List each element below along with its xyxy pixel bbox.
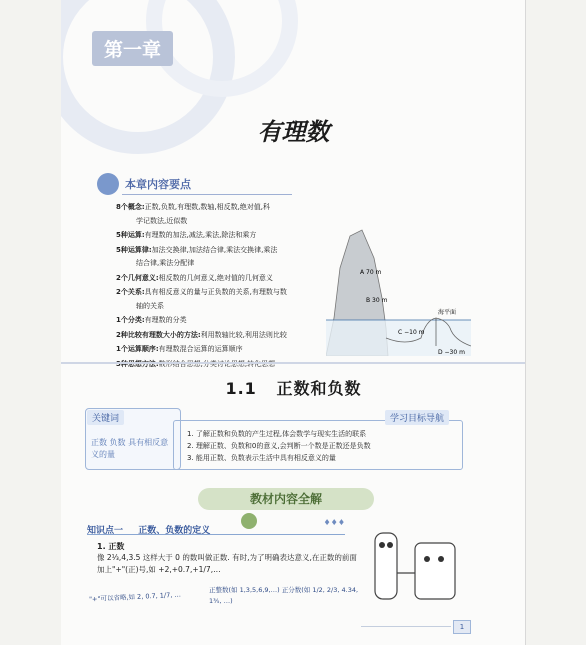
eye	[379, 542, 385, 548]
pencil-character	[375, 533, 397, 599]
handwritten-note-right: 正整数(如 1,3,5,6,9,…) 正分数(如 1/2, 2/3, 4.34, 1⅗, …)	[209, 586, 359, 605]
chapter-label: 第一章	[92, 31, 173, 66]
summary-item	[116, 343, 324, 357]
keywords-tag: 关键词	[87, 410, 124, 425]
keywords-text: 正数 负数 具有相反意义的量	[91, 438, 169, 459]
summary-item-text: 有理数的分类	[144, 316, 187, 324]
label-a: A 70 m	[360, 269, 382, 276]
footer-rule	[361, 626, 451, 627]
summary-item	[116, 329, 324, 343]
summary-item-text: 正数,负数,有理数,数轴,相反数,绝对值,科	[144, 203, 271, 211]
section-title	[61, 376, 526, 399]
section-name: 正数和负数	[276, 379, 362, 398]
knowledge-point-header	[87, 518, 345, 535]
label-b: B 30 m	[366, 297, 388, 304]
goals-tag: 学习目标导航	[385, 410, 449, 425]
summary-item	[116, 272, 324, 286]
summary-item-label: 2种比较有理数大小的方法:	[116, 330, 201, 339]
book-person-icon	[97, 173, 119, 195]
summary-item-label: 5种运算:	[116, 231, 145, 239]
summary-item-label: 1个分类:	[116, 316, 145, 324]
summary-heading	[97, 173, 191, 195]
summary-item-text: 有理数混合运算的运算顺序	[158, 345, 243, 353]
chapter-title: 有理数	[257, 118, 330, 146]
label-c: C −10 m	[398, 329, 425, 336]
eye	[387, 542, 393, 548]
summary-item-continuation: 学记数法,近似数	[136, 216, 188, 225]
mascot-illustration	[357, 523, 467, 611]
key-point-badge-icon	[241, 513, 257, 529]
summary-item-label: 5种运算律:	[116, 245, 152, 254]
goals-list	[187, 428, 371, 464]
content-banner: 教材内容全解	[198, 488, 374, 510]
page-number: 1	[453, 620, 471, 634]
summary-item	[116, 358, 324, 372]
goal-item: 1. 了解正数和负数的产生过程,体会数学与现实生活的联系	[187, 430, 367, 438]
summary-item-label: 2个关系:	[116, 288, 145, 296]
knowledge-point-title: 正数、负数的定义	[138, 526, 211, 536]
definition-heading: 1. 正数	[97, 542, 125, 551]
summary-item-text: 利用数轴比较,利用法则比较	[200, 330, 287, 339]
summary-item-label: 2个几何意义:	[116, 273, 159, 282]
summary-list	[116, 201, 324, 372]
knowledge-point-label: 知识点一	[87, 526, 124, 536]
summary-item-continuation: 结合律,乘法分配律	[136, 259, 195, 267]
textbook-page	[61, 0, 526, 645]
handwritten-note-left: "+"可以省略,如 2, 0.7, 1/7, …	[88, 590, 182, 604]
summary-item-text: 有理数的加法,减法,乘法,除法和乘方	[144, 231, 257, 239]
summary-item	[116, 314, 324, 328]
summary-item-text: 相反数的几何意义,绝对值的几何意义	[158, 273, 273, 282]
summary-item	[116, 286, 324, 313]
definition-body: 像 2⅓,4,3.5 这样大于 0 的数叫做正数. 有时,为了明确表达意义,在正数的前面加上"+"(正)号,如 +2,+0.7,+1/7,…	[97, 553, 357, 574]
summary-item-label: 8个概念:	[116, 203, 145, 211]
summary-item-continuation: 轴的关系	[136, 301, 164, 310]
summary-item-label: 1个运算顺序:	[116, 345, 159, 353]
section-divider	[61, 362, 526, 364]
summary-underline	[122, 194, 292, 195]
summary-heading-text: 本章内容要点	[125, 178, 191, 191]
goal-item: 3. 能用正数、负数表示生活中具有相反意义的量	[187, 454, 336, 462]
summary-item	[116, 244, 324, 271]
summary-item	[116, 201, 324, 228]
eye	[424, 556, 430, 562]
eraser-character	[415, 543, 455, 599]
label-d: D −30 m	[438, 349, 465, 356]
section-number: 1.1	[225, 379, 257, 398]
summary-item-text: 加法交换律,加法结合律,乘法交换律,乘法	[151, 245, 278, 254]
goal-item: 2. 理解正数、负数和0的意义,会判断一个数是正数还是负数	[187, 442, 371, 450]
sea-level-diagram	[326, 228, 471, 356]
label-sea: 海平面	[438, 309, 457, 316]
summary-item	[116, 229, 324, 243]
difficulty-dots: ♦♦♦	[323, 518, 345, 527]
eye	[438, 556, 444, 562]
summary-item-text: 具有相反意义的量与正负数的关系,有理数与数	[144, 288, 287, 296]
